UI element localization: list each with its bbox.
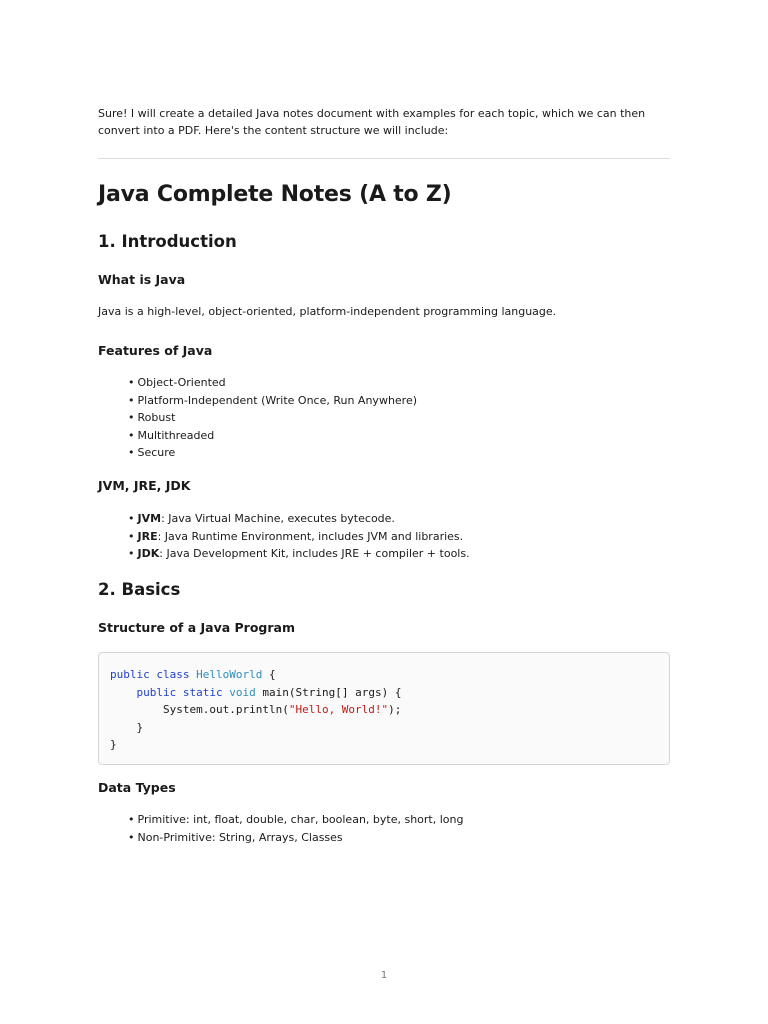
- code-listing: public class HelloWorld { public static void main(String[] args) { System.out.println("Hello, World!"); } }: [110, 668, 402, 752]
- list-item: • Object-Oriented: [128, 376, 226, 389]
- subheading-structure-of-program: Structure of a Java Program: [98, 620, 295, 635]
- list-item: • JRE: Java Runtime Environment, includes JVM and libraries.: [128, 529, 464, 543]
- list-item: • Non-Primitive: String, Arrays, Classes: [128, 830, 343, 844]
- section-heading-basics: 2. Basics: [98, 580, 181, 599]
- subheading-what-is-java: What is Java: [98, 272, 186, 287]
- data-types-list: [128, 811, 463, 846]
- jvm-jre-jdk-list: [128, 510, 470, 563]
- code-block: [98, 652, 670, 765]
- features-list: [128, 374, 417, 462]
- page-number: 1: [380, 970, 388, 981]
- list-item: • Platform-Independent (Write Once, Run Anywhere): [128, 393, 418, 407]
- list-item: • Primitive: int, float, double, char, boolean, byte, short, long: [128, 813, 464, 826]
- list-item: • Multithreaded: [128, 428, 215, 442]
- section-heading-introduction: 1. Introduction: [98, 232, 237, 251]
- intro-paragraph: Sure! I will create a detailed Java notes document with examples for each topic, which we can then convert into a PDF. Here's the content structure we will include:: [98, 107, 646, 137]
- document-title: Java Complete Notes (A to Z): [98, 182, 452, 207]
- list-item: • Secure: [128, 446, 176, 460]
- subheading-data-types: Data Types: [98, 780, 176, 795]
- list-item: • Robust: [128, 411, 176, 425]
- term-jvm: JVM: [137, 512, 162, 525]
- subheading-features-of-java: Features of Java: [98, 343, 213, 358]
- list-item: • JDK: Java Development Kit, includes JRE + compiler + tools.: [128, 547, 470, 561]
- term-jre: JRE: [137, 529, 158, 543]
- list-item: • JVM: Java Virtual Machine, executes bytecode.: [128, 512, 395, 525]
- what-is-java-text: Java is a high-level, object-oriented, platform-independent programming language.: [98, 305, 557, 318]
- term-jdk: JDK: [137, 547, 160, 561]
- subheading-jvm-jre-jdk: JVM, JRE, JDK: [98, 478, 191, 493]
- horizontal-rule: [98, 158, 670, 159]
